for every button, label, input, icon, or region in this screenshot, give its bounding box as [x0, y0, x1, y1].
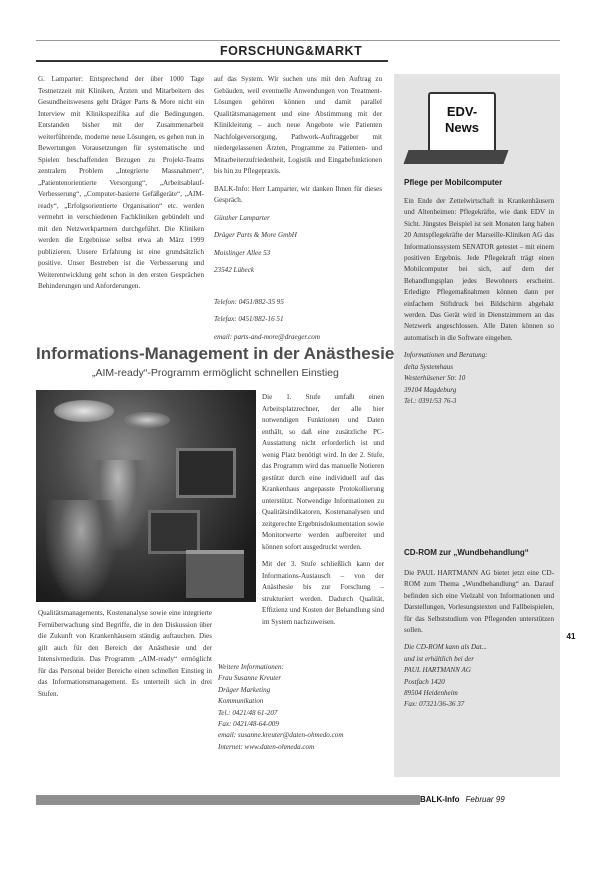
contact-line: Postfach 1420	[404, 677, 445, 686]
contact-heading: Günther Lamparter	[214, 213, 270, 222]
contact-website[interactable]: Internet: www.daten-ohmeda.com	[218, 742, 315, 751]
article-contact	[218, 662, 384, 753]
contact-fax: Telefax: 0451/882-16 51	[214, 315, 284, 323]
footer-label	[420, 793, 560, 807]
contact-line: Dräger Marketing	[218, 685, 271, 694]
page-number: 41	[562, 630, 580, 644]
contact-line: und ist erhältlich bei der	[404, 654, 475, 663]
person-figure	[46, 500, 116, 600]
interview-column-2	[214, 74, 382, 349]
operating-room-photo	[36, 390, 256, 602]
header-top-rule	[36, 40, 560, 41]
monitor	[176, 448, 236, 498]
sidebar-heading-mobile: Pflege per Mobilcomputer	[404, 178, 503, 187]
contact-line: Moislinger Allee 53	[214, 248, 271, 257]
interview-column-1	[38, 74, 204, 299]
contact-fax: Fax: 07321/36-36 37	[404, 700, 465, 709]
sidebar-paragraph: Die PAUL HARTMANN AG bietet jetzt eine CD-ROM zum Thema „Wundbehandlung“ an. Darauf befinden sich eine Vielzahl von Informationen und Darstellungen, Vorlesungstexten und Fallbeispielen, für das Selbststudium von Pflegenden unterstützen sollen.	[404, 569, 554, 635]
sidebar-text-cdrom	[404, 568, 554, 711]
contact-heading: Weitere Informationen:	[218, 663, 284, 671]
contact-phone: Tel.: 0421/48 61-207	[218, 708, 278, 717]
interview-paragraph: auf das System. Wir suchen uns mit den Auftrag zu Gebäuden, weil eventuelle Anwendungen von Treatment-Lösungen gehören können und damit parallel Qualitätsmanagement und eine Abstimmung mit der Klinikleitung – auch neue Angebote wie Patienten Nachfolgeversorgung, Pathwork-Auftraggeber mit niedergelassenen Ärzten, Programme zu Patienten- und Mitarbeiterzufriedenheit, Logistik und Eingabefunktionen bis hin zu Pflegepraxis.	[214, 75, 382, 175]
magazine-name: BALK-Info	[420, 795, 460, 804]
contact-line: Frau Susanne Kreuter	[218, 674, 282, 683]
contact-line	[214, 283, 382, 291]
monitor	[148, 510, 200, 554]
contact-line: 39104 Magdeburg	[404, 385, 457, 394]
logo-text: News	[445, 120, 479, 135]
contact-line: Westerhüsener Str. 10	[404, 374, 466, 383]
contact-line: delta Systemhaus	[404, 362, 454, 371]
contact-line: Dräger Parts & More GmbH	[214, 231, 297, 239]
contact-line: PAUL HARTMANN AG	[404, 666, 472, 675]
article-paragraph: Mit der 3. Stufe schließlich kann der Informations-Austausch – von der Anästhesie bis zur Forschung – strukturiert werden. Dadurch Qualität, Effizienz und Kosten der Behandlung sind im System nachzuweisen.	[262, 560, 384, 626]
sidebar-paragraph: Ein Ende der Zettelwirtschaft in Krankenhäusern und Altenheimen: Pflegekräfte, wie dank EDV in Sicht. Jüngstes Beispiel ist seit Monaten lang haben 20 Amtspflegekräfte der Marseille-Kliniken AG das Informationssystem SENATOR getestet – mit einem positiven Ergebnis. Jede Pflegekraft trägt einen Mobilcomputer bei sich, auf dem der Behandlungsplan jedes Bewohners erscheint. Erledigte Pflegemaßnahmen können dann per einfachem Stiftdruck bei Bildschirm abgehakt werden. Das Gerät wird in Dienstzimmern an das Netzwerk angeschlossen. Alle Daten können so automatisch in die Software eingehen.	[404, 197, 554, 342]
section-header: FORSCHUNG&MARKT	[220, 44, 363, 58]
edition-date: Februar 99	[465, 795, 505, 804]
interview-paragraph: G. Lamparter: Entsprechend der über 1000 Tage Testnetzzeit mit Kliniken, Ärzten und Mitarbeitern des Gesundheitswesens geht Dräger Parts & More nicht ein Interview mit Klinikspezifika auf die Bedingungen. Entstanden bisher mit der Zusammenarbeit weiterführende, moderne neue Lösungen, es gehen nun in Bewertungen Vorausetzungen für systematische und Spielen beschaffenden Bezugen zu Projekt-Teams zentralem Problem „Integrierte Massnahmen“, „Patientenorientierte Versorgung“, „Arbeitsablauf-Verbesserung“, „Computer-basierte Gefäßgeräte“, „AIM-ready“, „Erfolgsorientierte Organisation“ etc. werden vermehrt in verschiedenen Fachkliniken gebündelt und mit den Netzwerkpartnern durchgeführt. Die Kliniken werden die Ergebnisse selbst etwa ab März 1999 publizieren. Unsere Erfahrung ist eine grundsätzlich positive. Unser Bestreben ist die Verbesserung und Weiterentwicklung geht schon in den ersten Gesprächen Behinderungen und Anforderungen.	[38, 75, 204, 290]
sidebar-heading-cdrom: CD-ROM zur „Wundbehandlung“	[404, 548, 529, 557]
contact-fax: Fax: 0421/48-64-009	[218, 720, 279, 729]
article-column	[262, 392, 384, 634]
article-intro: Qualitätsmanagements, Kostenanalyse sowie eine integrierte Fernüberwachung sind Begriffe, die in den Diskussion über die Zukunft von Krankenhäusern ständig auftauchen. Dies gilt auch für den Bereich der Anästhesie und der Intensivmedizin. Das Programm „AIM-ready“ ermöglicht für das Personal beider Bereiche einen schnellen Einstieg in das Informationsmanagement. Es unterteilt sich in drei Stufen.	[38, 609, 212, 698]
contact-email[interactable]: email: susanne.kreuter@daten-ohmedo.com	[218, 731, 344, 740]
contact-line: 23542 Lübeck	[214, 266, 254, 274]
contact-line: 89504 Heidenheim	[404, 689, 458, 698]
contact-phone: Tel.: 0391/53 76-3	[404, 396, 457, 405]
interview-closing: BALK-Info: Herr Lamparter, wir danken Ihnen für dieses Gespräch.	[214, 184, 382, 204]
article-title: Informations-Management in der Anästhesie	[36, 344, 395, 363]
header-rule	[36, 60, 388, 62]
computer-monitor-icon	[428, 92, 496, 154]
contact-line: Kommunikation	[218, 697, 264, 706]
contact-line: Die CD-ROM kann als Dat...	[404, 643, 487, 652]
contact-email[interactable]: email: parts-and-more@draeger.com	[214, 332, 320, 341]
contact-phone: Telefon: 0451/882-35 95	[214, 297, 284, 306]
edv-news-logo	[406, 92, 500, 164]
logo-text: EDV-	[446, 104, 478, 119]
surgical-lamp	[124, 412, 170, 428]
contact-heading: Informationen und Beratung:	[404, 351, 488, 360]
article-paragraph: Die 1. Stufe umfaßt einen Arbeitsplatzrechner, der alle hier notwendigen Funktionen und Daten enthält, so daß eine zusätzliche PC-Ausstattung nicht erforderlich ist und wenig Platz benötigt wird. In der 2. Stufe, das Programm wird das manuelle Notieren gestützt durch eine individuell auf das Krankenhaus angepasste Protokollierung unterstützt. Notwendige Informationen zu Qualitätsindikatoren, Kostenanalysen und zeitgerechte Ergebnisdokumentation sowie Monitorwerte werden aufbereitet und können sofort ausgedruckt werden.	[262, 393, 384, 551]
keyboard-icon	[403, 150, 508, 164]
equipment-cart	[186, 550, 244, 598]
article-subtitle: „AIM-ready“-Programm ermöglicht schnellen Einstieg	[92, 367, 339, 379]
surgical-lamp	[54, 400, 114, 422]
sidebar-text-mobile	[404, 196, 554, 407]
